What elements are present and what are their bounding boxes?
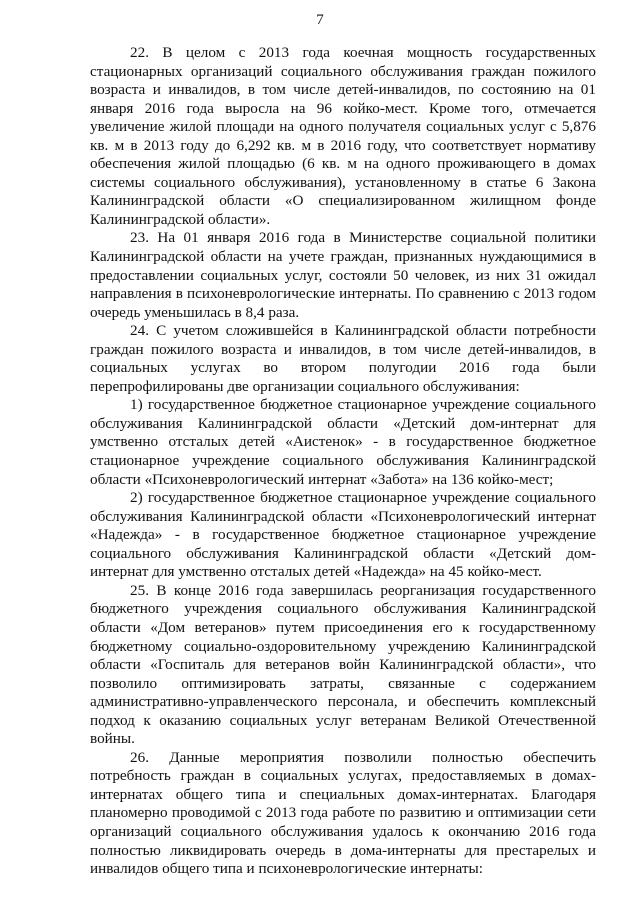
list-item-2: 2) государственное бюджетное стационарное учреждение социального обслуживания Калининградской области «Психоневрологический интернат «Надежда» - в государственное бюджетное стационарное учреждение социального обслуживания Калининградской области «Детский дом-интернат для умственно отсталых детей «Надежда» на 45 койко-мест. [90,489,596,581]
document-body [90,44,596,879]
paragraph-24: 24. С учетом сложившейся в Калининградской области потребности граждан пожилого возраста и инвалидов, в том числе детей-инвалидов, в социальных услугах во втором полугодии 2016 года были перепрофилированы две организации социального обслуживания: [90,322,596,395]
paragraph-25: 25. В конце 2016 года завершилась реорганизация государственного бюджетного учреждения социального обслуживания Калининградской области «Дом ветеранов» путем присоединения его к государственному бюджетному социально-оздоровительному учреждению Калининградской области «Госпиталь для ветеранов войн Калининградской области», что позволило оптимизировать затраты, связанные с содержанием административно-управленческого персонала, и обеспечить комплексный подход к оказанию социальных услуг ветеранам Великой Отечественной войны. [90,581,596,748]
paragraph-22: 22. В целом с 2013 года коечная мощность государственных стационарных организаций социального обслуживания граждан пожилого возраста и инвалидов, в том числе детей-инвалидов, по состоянию на 01 января 2016 года выросла на 96 койко-мест. Кроме того, отмечается увеличение жилой площади на одного получателя социальных услуг с 5,876 кв. м в 2013 году до 6,292 кв. м в 2016 году, что соответствует нормативу обеспечения жилой площадью (6 кв. м на одного проживающего в домах системы социального обслуживания), установленному в статье 6 Закона Калининградской области «О специализированном жилищном фонде Калининградской области». [90,44,596,228]
list-item-1: 1) государственное бюджетное стационарное учреждение социального обслуживания Калининградской области «Детский дом-интернат для умственно отсталых детей «Аистенок» - в государственное бюджетное стационарное учреждение социального обслуживания Калининградской области «Психоневрологический интернат «Забота» на 136 койко-мест; [90,396,596,488]
page-number: 7 [316,12,324,28]
paragraph-23: 23. На 01 января 2016 года в Министерстве социальной политики Калининградской области на учете граждан, признанных нуждающимися в предоставлении социальных услуг, состояли 50 человек, из них 31 ожидал направления в психоневрологические интернаты. По сравнению с 2013 годом очередь уменьшилась в 8,4 раза. [90,229,596,321]
paragraph-26: 26. Данные мероприятия позволили полностью обеспечить потребность граждан в социальных услугах, предоставляемых в домах-интернатах общего типа и специальных домах-интернатах. Благодаря планомерно проводимой с 2013 года работе по развитию и оптимизации сети организаций социального обслуживания удалось к окончанию 2016 года полностью ликвидировать очередь в дома-интернаты для престарелых и инвалидов общего типа и психоневрологические интернаты: [90,748,596,878]
